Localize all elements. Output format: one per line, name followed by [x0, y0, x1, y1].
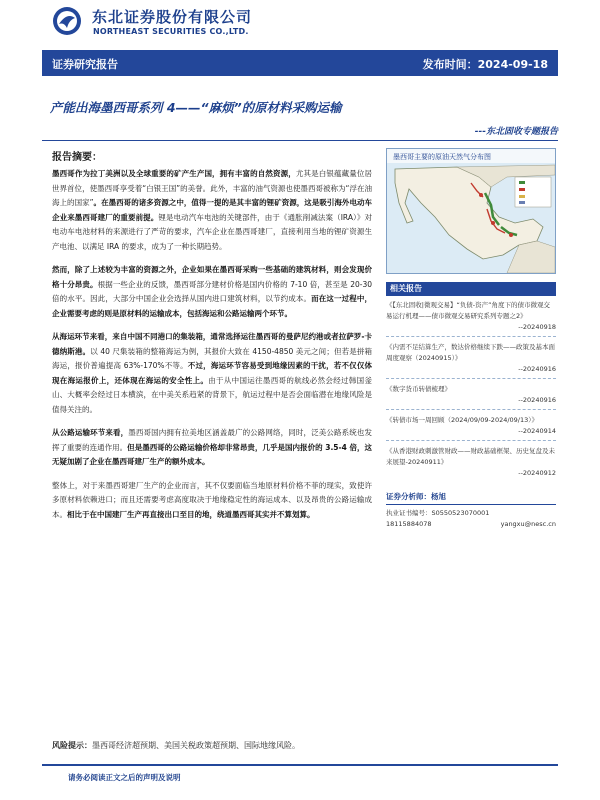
report-type-bar	[42, 50, 558, 76]
p2-bold-1: 然而，除了上述较为丰富的资源之外，企业如果在墨西哥采购一些基础的建筑材料，则会发现价格十分昂贵。	[52, 265, 372, 289]
related-report-item[interactable]	[386, 300, 556, 333]
related-report-item[interactable]	[386, 415, 556, 437]
company-logo-icon	[52, 6, 82, 36]
p5-bold-1: 相比于在中国建厂生产再直接出口至目的地，绕道墨西哥其实并不算划算。	[67, 509, 315, 519]
related-divider	[386, 409, 556, 410]
company-name-cn: 东北证券股份有限公司	[92, 8, 253, 26]
report-byline: ---东北固收专题报告	[474, 127, 558, 137]
risk-text: 墨西哥经济超预期、美国关税政策超预期、国际地缘风险。	[92, 741, 300, 750]
p1-bold-1: 墨西哥作为拉丁美洲以及全球重要的矿产生产国，拥有丰富的自然资源，	[52, 169, 296, 178]
analyst-email[interactable]: yangxu@nesc.cn	[500, 520, 556, 528]
analyst-phone: 18115884078	[386, 520, 432, 528]
p1-bold-2: 。在墨西哥的诸多资源之中，值得一提的是其丰富的锂矿资源，这是吸引海外电动车企业来墨西哥建厂的重要前提。	[52, 198, 373, 222]
summary-paragraph-4	[52, 426, 372, 470]
analyst-label: 证券分析师：杨旭	[386, 491, 556, 505]
title-divider	[42, 140, 558, 141]
publish-date: 发布时间：2024-09-18	[422, 58, 548, 71]
related-report-title: 《从香港财政刺激管财政——财政基础框架、历史复盘及未来展望-20240911》	[386, 447, 555, 466]
p3-text-2: 由于从中国运往墨西哥的航线必然会经过韩国釜山、大概率会经过日本横滨，在中美关系趋紧的背景下，航运过程中是否会面临潜在地缘风险是值得关注的。	[52, 375, 372, 414]
p1-text-2: 锂是电动汽车电池的关键部件，由于《通胀削减法案（IRA）》对电动车电池材料的来源进行了严苛的要求，汽车企业在墨西哥建厂，直接利用当地的锂矿资源生产电池、以满足 IRA 的要求，成为了一种长期趋势。	[52, 212, 373, 251]
related-report-item[interactable]	[386, 446, 556, 479]
report-type-label: 证券研究报告	[52, 58, 118, 71]
summary-paragraph-3	[52, 330, 372, 417]
related-report-title: 《【东北固收|微观交易】“负债-资产”角度下的债市微观交易运行机理——债市微观交易研究系列专题之2》	[386, 301, 551, 320]
analyst-cert: 执业证书编号：S0550523070001	[386, 509, 490, 517]
risk-label: 风险提示：	[52, 741, 92, 750]
related-report-item[interactable]	[386, 342, 556, 375]
analyst-contact-row	[386, 519, 556, 530]
company-name-en: NORTHEAST SECURITIES CO.,LTD.	[93, 27, 249, 36]
related-reports-label: 相关报告	[386, 282, 556, 296]
related-report-item[interactable]	[386, 384, 556, 406]
related-report-title: 《数字货币转债梳理》	[386, 385, 451, 393]
footer-disclaimer: 请务必阅读正文之后的声明及说明	[68, 773, 181, 782]
risk-warning	[52, 740, 300, 751]
analyst-cert-row	[386, 508, 556, 519]
summary-paragraph-1	[52, 167, 372, 254]
report-header	[0, 0, 600, 48]
sidebar	[386, 148, 556, 530]
related-divider	[386, 336, 556, 337]
p3-bold-2: 不过，海运环节容易受到地缘因素的干扰，若不仅仅体现在海运报价上，还体现在海运的安全性上。	[52, 361, 373, 385]
related-report-date: --20240916	[518, 396, 556, 404]
related-report-date: --20240916	[518, 365, 556, 373]
p2-bold-2: 而在这一过程中，企业需要考虑的则是原材料的运输成本，包括海运和公路运输两个环节。	[52, 294, 373, 318]
p3-text-1: 以 40 尺集装箱的整箱海运为例，其报价大致在 4150-4850 美元之间；但若是拼箱海运，报价普遍提高 63%-170%不等。	[52, 346, 372, 370]
related-report-title: 《转债市场一周回顾（2024/09/09-2024/09/13）》	[386, 416, 539, 424]
summary-label: 报告摘要：	[52, 152, 102, 163]
related-report-title: 《内需不足结算生产，数达价格继续下跌——政策及基本面周度观察（20240915）》	[386, 343, 555, 362]
p3-bold-1: 从海运环节来看，来自中国不同港口的集装箱，通常选择运往墨西哥的曼萨尼约港或者拉萨罗-卡德纳斯港。	[52, 332, 372, 356]
p4-text-1: 墨西哥国内拥有拉美地区涵盖最广的公路网络，同时，泛美公路系统也发挥了重要的连通作用。	[52, 428, 373, 452]
related-divider	[386, 378, 556, 379]
map-title: 墨西哥主要的原油天然气分布图	[393, 153, 491, 161]
p1-text-1: 尤其是白银蕴藏量位居世界首位，使墨西哥享受着“白银王国”的美誉。此外，丰富的油气资源也使墨西哥被称为“浮在油海上的国家”	[52, 169, 373, 207]
summary-paragraph-5	[52, 479, 372, 523]
summary-paragraph-2	[52, 263, 372, 321]
mexico-map-graphic	[387, 163, 555, 273]
related-report-date: --20240914	[518, 427, 556, 435]
report-title: 产能出海墨西哥系列 4——“麻烦”的原材料采购运输	[50, 100, 342, 115]
footer-divider	[42, 764, 558, 766]
p4-bold-2: 但是墨西哥的公路运输价格却非常昂贵，几乎是国内报价的 3.5-4 倍，这无疑加剧了企业在墨西哥建厂生产的额外成本。	[52, 442, 373, 466]
p2-text-1: 根据一些企业的反馈，墨西哥部分建材价格是国内价格的 7-10 倍，甚至是 20-30 倍的水平。因此，大部分中国企业会选择从国内进口建筑材料，以节约成本。	[52, 279, 373, 303]
related-report-date: --20240918	[518, 323, 556, 331]
p5-text-1: 整体上，对于来墨西哥建厂生产的企业而言，其不仅要面临当地原材料价格不菲的现实，致使许多原材料依赖进口；而且还需要考虑高度取决于地缘稳定性的海运成本、以及昂贵的公路运输成本。	[52, 480, 372, 519]
related-report-date: --20240912	[518, 469, 556, 477]
analyst-info	[386, 491, 556, 530]
mexico-oil-gas-map	[386, 148, 556, 274]
summary-column	[52, 148, 372, 531]
related-reports-list	[386, 300, 556, 479]
related-divider	[386, 440, 556, 441]
p4-bold-1: 从公路运输环节来看，	[52, 428, 129, 437]
